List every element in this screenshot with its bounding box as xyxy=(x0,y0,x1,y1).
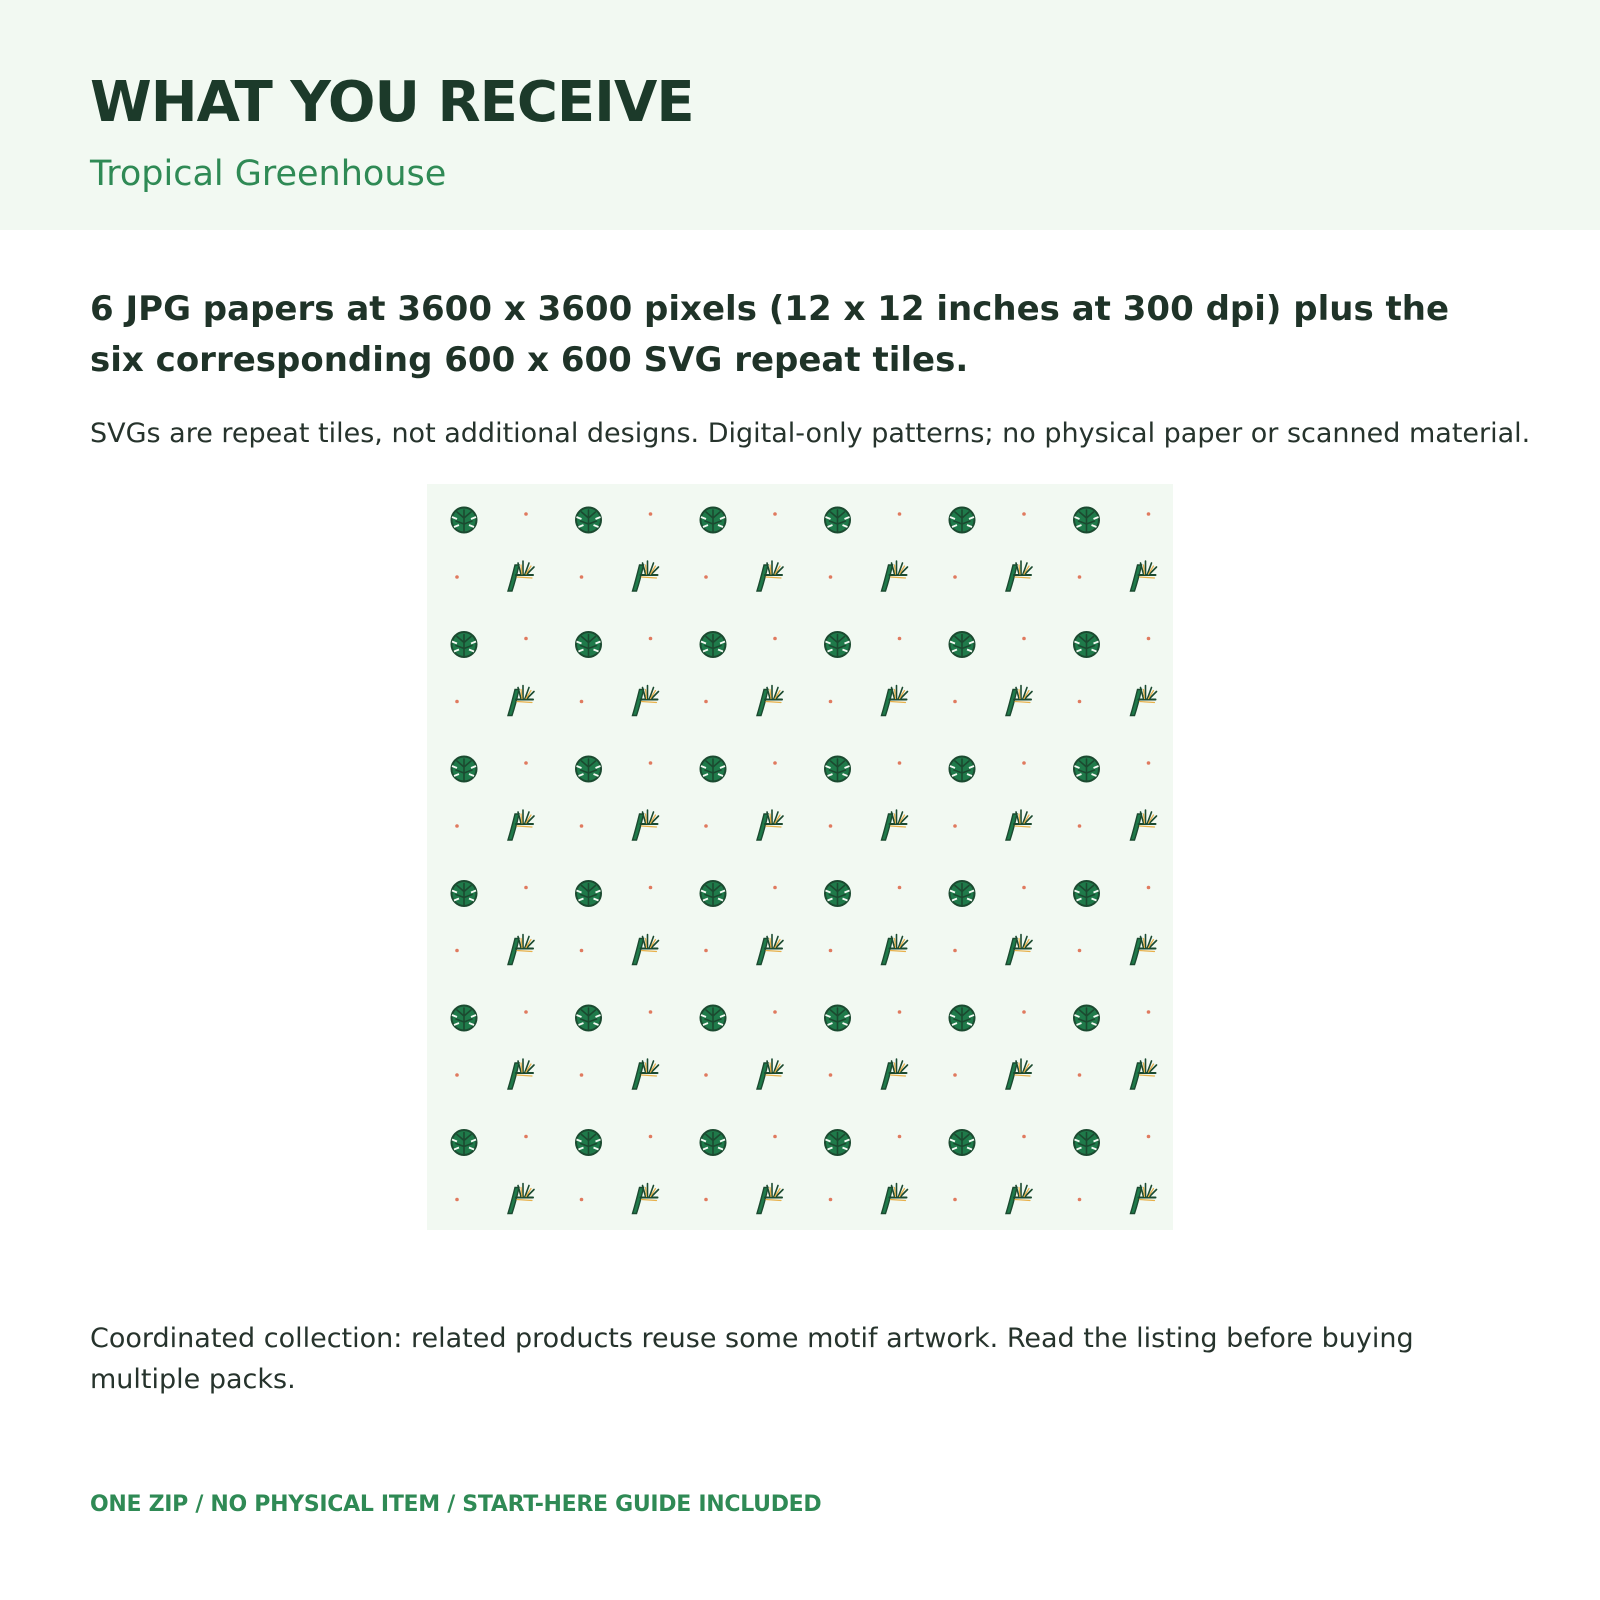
collection-name: Tropical Greenhouse xyxy=(90,154,447,194)
dot-icon xyxy=(580,700,584,704)
monstera-leaf-icon xyxy=(825,757,850,782)
dot-icon xyxy=(898,1010,902,1014)
delivery-tagline: ONE ZIP / NO PHYSICAL ITEM / START-HERE GUIDE INCLUDED xyxy=(90,1492,822,1517)
dot-icon xyxy=(1022,886,1026,890)
dot-icon xyxy=(649,761,653,765)
monstera-leaf-icon xyxy=(576,508,601,533)
dot-icon xyxy=(524,886,528,890)
dot-icon xyxy=(524,512,528,516)
monstera-leaf-icon xyxy=(576,757,601,782)
dot-icon xyxy=(455,575,459,579)
dot-icon xyxy=(1078,1198,1082,1202)
dot-icon xyxy=(649,1010,653,1014)
bird-of-paradise-icon xyxy=(508,935,534,965)
bird-of-paradise-icon xyxy=(633,935,659,965)
page-title: WHAT YOU RECEIVE xyxy=(90,70,694,135)
dot-icon xyxy=(455,824,459,828)
dot-icon xyxy=(580,824,584,828)
monstera-leaf-icon xyxy=(1074,757,1099,782)
bird-of-paradise-icon xyxy=(508,810,534,840)
bird-of-paradise-icon xyxy=(1006,935,1032,965)
dot-icon xyxy=(1078,824,1082,828)
dot-icon xyxy=(773,886,777,890)
dot-icon xyxy=(1147,886,1151,890)
dot-icon xyxy=(704,700,708,704)
dot-icon xyxy=(1147,1010,1151,1014)
dot-icon xyxy=(953,824,957,828)
dot-icon xyxy=(1147,512,1151,516)
dot-icon xyxy=(953,1198,957,1202)
monstera-leaf-icon xyxy=(1074,1130,1099,1155)
bird-of-paradise-icon xyxy=(633,686,659,716)
monstera-leaf-icon xyxy=(576,1006,601,1031)
dot-icon xyxy=(773,1135,777,1139)
dot-icon xyxy=(580,1073,584,1077)
monstera-leaf-icon xyxy=(950,1006,975,1031)
dot-icon xyxy=(1078,949,1082,953)
dot-icon xyxy=(773,1010,777,1014)
bird-of-paradise-icon xyxy=(633,1184,659,1214)
monstera-leaf-icon xyxy=(825,1006,850,1031)
bird-of-paradise-icon xyxy=(633,561,659,591)
monstera-leaf-icon xyxy=(701,508,726,533)
bird-of-paradise-icon xyxy=(1006,1059,1032,1089)
monstera-leaf-icon xyxy=(950,632,975,657)
monstera-leaf-icon xyxy=(701,881,726,906)
dot-icon xyxy=(455,1198,459,1202)
dot-icon xyxy=(1022,1135,1026,1139)
pattern-preview-image xyxy=(427,484,1173,1230)
dot-icon xyxy=(704,575,708,579)
monstera-leaf-icon xyxy=(950,1130,975,1155)
header-band xyxy=(0,0,1600,230)
dot-icon xyxy=(1147,637,1151,641)
dot-icon xyxy=(953,700,957,704)
monstera-leaf-icon xyxy=(825,881,850,906)
bird-of-paradise-icon xyxy=(508,686,534,716)
dot-icon xyxy=(704,824,708,828)
bird-of-paradise-icon xyxy=(1131,1184,1157,1214)
dot-icon xyxy=(898,637,902,641)
bird-of-paradise-icon xyxy=(1131,1059,1157,1089)
dot-icon xyxy=(829,949,833,953)
monstera-leaf-icon xyxy=(825,1130,850,1155)
bird-of-paradise-icon xyxy=(1131,810,1157,840)
monstera-leaf-icon xyxy=(452,757,477,782)
dot-icon xyxy=(773,512,777,516)
dot-icon xyxy=(898,512,902,516)
dot-icon xyxy=(829,1198,833,1202)
bird-of-paradise-icon xyxy=(757,561,783,591)
monstera-leaf-icon xyxy=(452,1006,477,1031)
monstera-leaf-icon xyxy=(452,632,477,657)
bird-of-paradise-icon xyxy=(633,1059,659,1089)
dot-icon xyxy=(1078,1073,1082,1077)
monstera-leaf-icon xyxy=(1074,1006,1099,1031)
dot-icon xyxy=(704,949,708,953)
dot-icon xyxy=(524,761,528,765)
bird-of-paradise-icon xyxy=(757,1184,783,1214)
monstera-leaf-icon xyxy=(701,1006,726,1031)
dot-icon xyxy=(580,575,584,579)
dot-icon xyxy=(953,1073,957,1077)
bird-of-paradise-icon xyxy=(882,1059,908,1089)
bird-of-paradise-icon xyxy=(508,1059,534,1089)
dot-icon xyxy=(1022,761,1026,765)
bird-of-paradise-icon xyxy=(1131,561,1157,591)
monstera-leaf-icon xyxy=(452,508,477,533)
bird-of-paradise-icon xyxy=(882,561,908,591)
dot-icon xyxy=(898,1135,902,1139)
bird-of-paradise-icon xyxy=(508,561,534,591)
monstera-leaf-icon xyxy=(576,1130,601,1155)
bird-of-paradise-icon xyxy=(882,810,908,840)
dot-icon xyxy=(829,1073,833,1077)
dot-icon xyxy=(524,1135,528,1139)
dot-icon xyxy=(704,1198,708,1202)
dot-icon xyxy=(649,637,653,641)
collection-note: Coordinated collection: related products reuse some motif artwork. Read the listing before buying multiple packs. xyxy=(90,1323,1414,1395)
monstera-leaf-icon xyxy=(452,1130,477,1155)
dot-icon xyxy=(580,1198,584,1202)
dot-icon xyxy=(649,1135,653,1139)
dot-icon xyxy=(524,637,528,641)
bird-of-paradise-icon xyxy=(633,810,659,840)
monstera-leaf-icon xyxy=(950,508,975,533)
bird-of-paradise-icon xyxy=(882,935,908,965)
dot-icon xyxy=(898,886,902,890)
monstera-leaf-icon xyxy=(825,508,850,533)
dot-icon xyxy=(1022,1010,1026,1014)
monstera-leaf-icon xyxy=(452,881,477,906)
bird-of-paradise-icon xyxy=(882,686,908,716)
dot-icon xyxy=(1147,761,1151,765)
monstera-leaf-icon xyxy=(576,881,601,906)
monstera-leaf-icon xyxy=(576,632,601,657)
bird-of-paradise-icon xyxy=(1131,686,1157,716)
dot-icon xyxy=(898,761,902,765)
dot-icon xyxy=(1147,1135,1151,1139)
dot-icon xyxy=(773,637,777,641)
dot-icon xyxy=(455,949,459,953)
bird-of-paradise-icon xyxy=(757,1059,783,1089)
bird-of-paradise-icon xyxy=(882,1184,908,1214)
pattern-preview xyxy=(427,484,1173,1230)
dot-icon xyxy=(953,575,957,579)
dot-icon xyxy=(455,1073,459,1077)
monstera-leaf-icon xyxy=(701,757,726,782)
bird-of-paradise-icon xyxy=(757,686,783,716)
dot-icon xyxy=(773,761,777,765)
dot-icon xyxy=(1078,700,1082,704)
dot-icon xyxy=(524,1010,528,1014)
dot-icon xyxy=(1022,637,1026,641)
dot-icon xyxy=(580,949,584,953)
dot-icon xyxy=(953,949,957,953)
monstera-leaf-icon xyxy=(701,1130,726,1155)
contents-description: 6 JPG papers at 3600 x 3600 pixels (12 x 12 inches at 300 dpi) plus the six corresponding 600 x 600 SVG repeat tiles. xyxy=(90,289,1450,380)
monstera-leaf-icon xyxy=(1074,508,1099,533)
bird-of-paradise-icon xyxy=(1131,935,1157,965)
bird-of-paradise-icon xyxy=(1006,810,1032,840)
bird-of-paradise-icon xyxy=(508,1184,534,1214)
svg-note: SVGs are repeat tiles, not additional designs. Digital-only patterns; no physical paper or scanned material. xyxy=(90,418,1531,449)
dot-icon xyxy=(1022,512,1026,516)
dot-icon xyxy=(649,886,653,890)
dot-icon xyxy=(1078,575,1082,579)
monstera-leaf-icon xyxy=(701,632,726,657)
bird-of-paradise-icon xyxy=(1006,1184,1032,1214)
dot-icon xyxy=(704,1073,708,1077)
dot-icon xyxy=(649,512,653,516)
monstera-leaf-icon xyxy=(950,757,975,782)
dot-icon xyxy=(455,700,459,704)
monstera-leaf-icon xyxy=(825,632,850,657)
dot-icon xyxy=(829,575,833,579)
bird-of-paradise-icon xyxy=(757,810,783,840)
bird-of-paradise-icon xyxy=(1006,561,1032,591)
bird-of-paradise-icon xyxy=(757,935,783,965)
bird-of-paradise-icon xyxy=(1006,686,1032,716)
monstera-leaf-icon xyxy=(1074,881,1099,906)
dot-icon xyxy=(829,700,833,704)
monstera-leaf-icon xyxy=(950,881,975,906)
monstera-leaf-icon xyxy=(1074,632,1099,657)
dot-icon xyxy=(829,824,833,828)
